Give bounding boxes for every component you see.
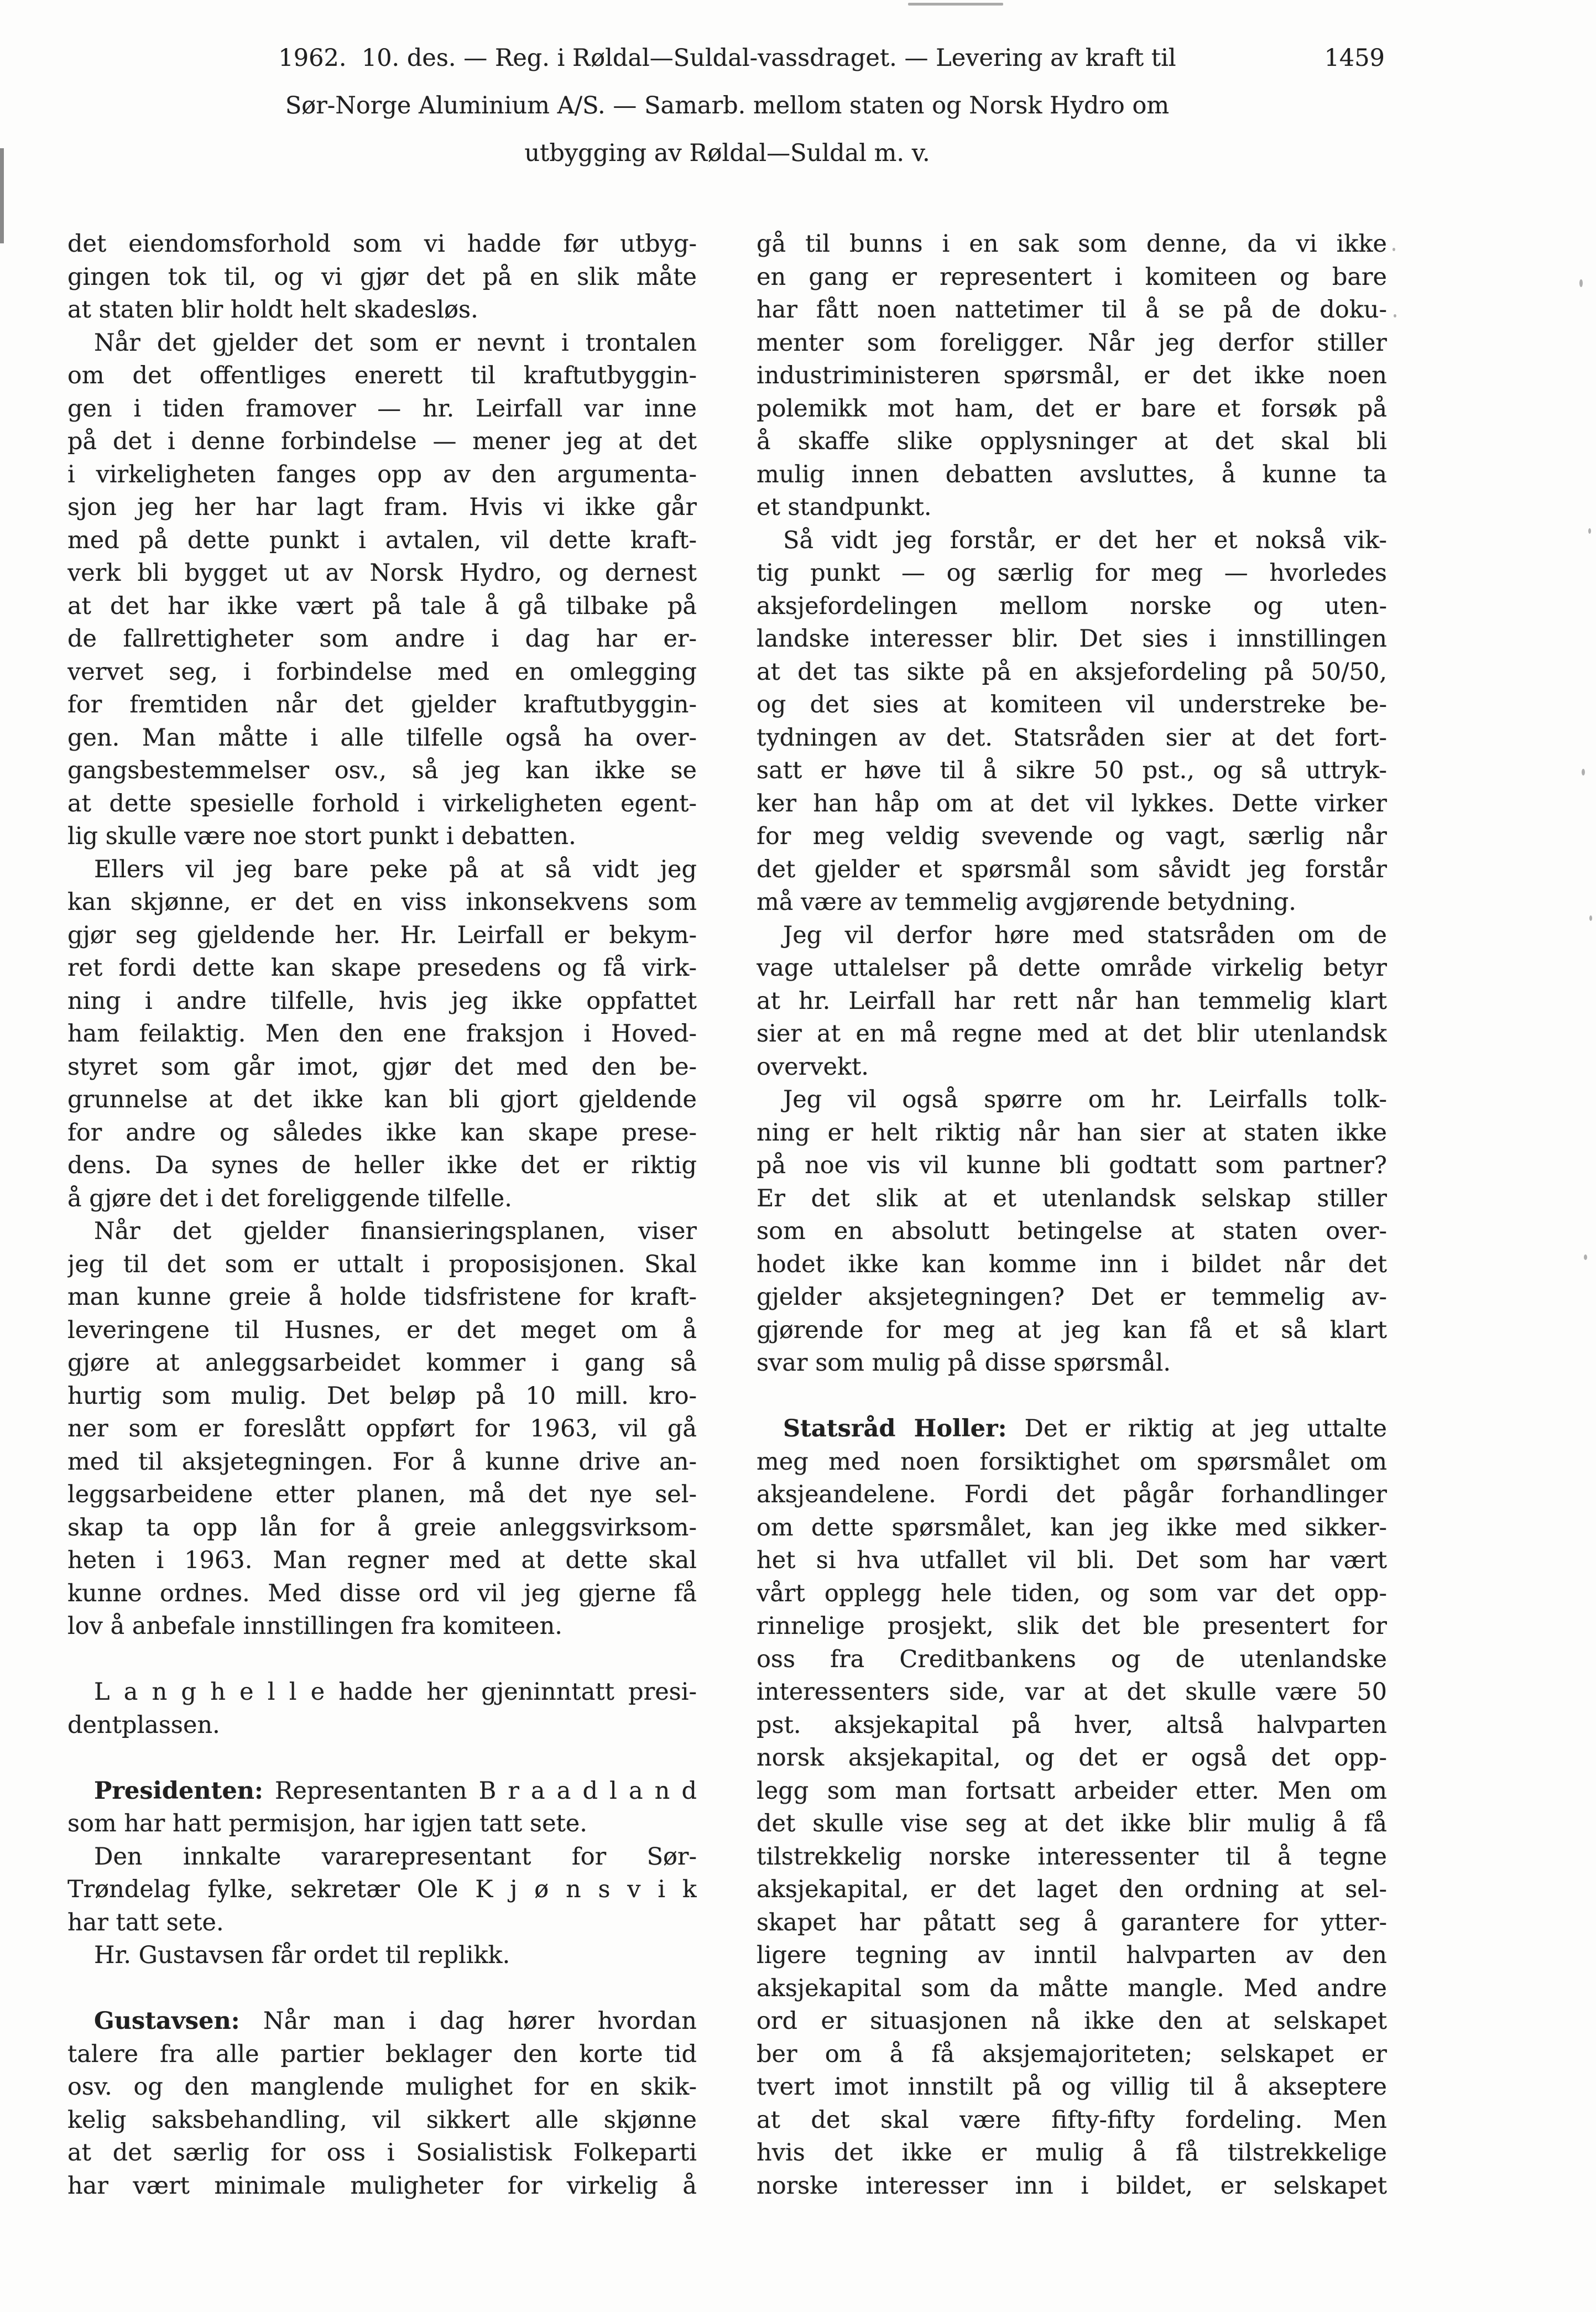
text-line: Trøndelag fylke, sekretær Ole K j ø n s v i k [67,1876,697,1903]
text-line: skap ta opp lån for å greie anleggsvirksom- [67,1513,697,1542]
text-line: Gustavsen: Når man i dag hører hvordan [94,2007,697,2035]
paragraph-gap [67,1972,697,2006]
scan-artifact [1579,279,1583,287]
text-line: interessenters side, var at det skulle være 50 [757,1678,1387,1706]
scan-artifact [1392,248,1395,251]
text-line: ber om å få aksjemajoriteten; selskapet er [757,2040,1387,2068]
header-line-2: Sør-Norge Aluminium A/S. — Samarb. mellom staten og Norsk Hydro om [285,92,1170,119]
text-line: Jeg vil derfor høre med statsråden om de [783,921,1387,949]
text-line: talere fra alle partier beklager den korte tid [67,2040,697,2068]
text-line: for andre og således ikke kan skape prese- [67,1118,697,1147]
text-line: på noe vis vil kunne bli godtatt som partner? [757,1152,1387,1179]
text-line: en gang er representert i komiteen og bare [757,263,1387,291]
text-line: ord er situasjonen nå ikke den at selskapet [757,2007,1387,2035]
text-line: vervet seg, i forbindelse med en omlegging [67,658,697,686]
text-line: gangsbestemmelser osv., så jeg kan ikke se [67,757,697,784]
text-line: oss fra Creditbankens og de utenlandske [757,1645,1387,1673]
text-line: satt er høve til å sikre 50 pst., og så uttryk- [757,757,1387,784]
text-line: for fremtiden når det gjelder kraftutbyggin- [67,691,697,718]
text-line: osv. og den manglende mulighet for en skik- [67,2073,697,2101]
text-line: Når det gjelder det som er nevnt i trontalen [94,329,697,357]
text-line: hodet ikke kan komme inn i bildet når det [757,1250,1387,1278]
text-line: må være av temmelig avgjørende betydning. [757,888,1296,916]
text-line: tvert imot innstilt på og villig til å akseptere [757,2073,1387,2101]
paragraph [67,2005,697,2202]
text-line: Presidenten: Representanten B r a a d l a n d [94,1777,697,1805]
paragraph [67,1215,697,1643]
left-column [67,228,697,2202]
scan-artifact [1588,528,1591,534]
text-line: leveringene til Husnes, er det meget om å [67,1316,697,1344]
text-line: om det offentliges enerett til kraftutbyggin- [67,362,697,389]
text-line: tydningen av det. Statsråden sier at det fort- [757,723,1387,752]
text-line: aksjefordelingen mellom norske og uten- [757,592,1387,620]
text-line: rinnelige prosjekt, slik det ble presentert for [757,1612,1387,1640]
text-line: grunnelse at det ikke kan bli gjort gjeldende [67,1086,697,1113]
text-line: gjelder aksjetegningen? Det er temmelig av- [757,1283,1387,1311]
text-line: at det særlig for oss i Sosialistisk Folkeparti [67,2139,697,2167]
text-line: het si hva utfallet vil bli. Det som har vært [757,1546,1387,1574]
text-line: har fått noen nattetimer til å se på de doku- [757,296,1387,324]
text-line: det eiendomsforhold som vi hadde før utbyg- [67,230,697,258]
text-line: aksjekapital som da måtte mangle. Med andre [757,1974,1387,2002]
text-line: gjøre at anleggsarbeidet kommer i gang så [67,1349,697,1377]
paragraph [67,228,697,327]
text-line: legg som man fortsatt arbeider etter. Men om [757,1777,1387,1805]
text-line: skapet har påtatt seg å garantere for ytter- [757,1908,1387,1936]
text-line: med til aksjetegningen. For å kunne drive an- [67,1447,697,1476]
text-line: har vært minimale muligheter for virkelig å [67,2172,697,2200]
text-line: Så vidt jeg forstår, er det her et nokså vik- [783,526,1387,554]
text-line: som har hatt permisjon, har igjen tatt sete. [67,1810,587,1837]
text-line: norske interesser inn i bildet, er selskapet [757,2172,1387,2200]
text-line: ker han håp om at det vil lykkes. Dette virker [757,789,1387,817]
page-header [67,34,1387,177]
text-line: ligere tegning av inntil halvparten av den [757,1941,1387,1969]
text-line: og det sies at komiteen vil understreke be- [757,691,1387,718]
text-line: Når det gjelder finansieringsplanen, viser [94,1217,697,1245]
text-line: overvekt. [757,1053,869,1081]
text-line: i virkeligheten fanges opp av den argumenta- [67,460,697,488]
text-line: jeg til det som er uttalt i proposisjonen. Skal [67,1250,697,1278]
text-line: lov å anbefale innstillingen fra komiteen. [67,1612,562,1640]
header-line-1: 1962. 10. des. — Reg. i Røldal—Suldal-vassdraget. — Levering av kraft til [278,44,1176,72]
text-line: meg med noen forsiktighet om spørsmålet om [757,1447,1387,1476]
paragraph [757,228,1387,524]
text-line: man kunne greie å holde tidsfristene for kraft- [67,1283,697,1311]
text-line: med på dette punkt i avtalen, vil dette kraft- [67,526,697,554]
text-line: Er det slik at et utenlandsk selskap stiller [757,1184,1387,1212]
paragraph-gap [757,1380,1387,1413]
text-line: ham feilaktig. Men den ene fraksjon i Hoved- [67,1020,697,1048]
header-line-3: utbygging av Røldal—Suldal m. v. [524,139,930,167]
text-line: hurtig som mulig. Det beløp på 10 mill. kro- [67,1382,697,1410]
text-line: tig punkt — og særlig for meg — hvorledes [757,559,1387,587]
text-line: på det i denne forbindelse — mener jeg at det [67,428,697,455]
text-line: Den innkalte vararepresentant for Sør- [94,1842,697,1871]
text-line: for meg veldig svevende og vagt, særlig når [757,822,1387,850]
text-line: landske interesser blir. Det sies i innstillingen [757,625,1387,653]
paragraph [67,1841,697,1940]
text-line: om dette spørsmålet, kan jeg ikke med sikker- [757,1513,1387,1542]
paragraph [67,853,697,1216]
text-line: at dette spesielle forhold i virkeligheten egent- [67,789,697,817]
text-line: aksjeandelene. Fordi det pågår forhandlinger [757,1481,1387,1508]
paragraph [67,1775,697,1841]
text-line: kunne ordnes. Med disse ord vil jeg gjerne få [67,1579,697,1607]
right-column [757,228,1387,2202]
text-line: polemikk mot ham, det er bare et forsøk på [757,394,1387,423]
paragraph [757,919,1387,1084]
text-line: tilstrekkelig norske interessenter til å tegne [757,1842,1387,1871]
text-line: aksjekapital, er det laget den ordning at sel- [757,1876,1387,1903]
text-line: Hr. Gustavsen får ordet til replikk. [94,1941,510,1969]
text-line: leggsarbeidene etter planen, må det nye sel- [67,1481,697,1508]
text-line: ret fordi dette kan skape presedens og få virk- [67,954,697,982]
scan-artifact [908,3,1003,6]
text-line: gen. Man måtte i alle tilfelle også ha over- [67,723,697,752]
scan-artifact [1394,314,1396,317]
paragraph [67,1676,697,1742]
text-line: dentplassen. [67,1711,220,1739]
text-line: at det har ikke vært på tale å gå tilbake på [67,592,697,620]
text-line: pst. aksjekapital på hver, altså halvparten [757,1711,1387,1739]
text-line: menter som foreligger. Når jeg derfor stiller [757,329,1387,357]
text-line: at det tas sikte på en aksjefordeling på 50/50, [757,658,1387,686]
text-line: sjon jeg her har lagt fram. Hvis vi ikke går [67,493,697,521]
text-line: Jeg vil også spørre om hr. Leirfalls tolk- [783,1086,1387,1113]
text-line: det skulle vise seg at det ikke blir mulig å få [757,1810,1387,1837]
text-line: kelig saksbehandling, vil sikkert alle skjønne [67,2106,697,2134]
speaker-name: Gustavsen: [94,2007,240,2035]
scan-artifact [1589,915,1592,921]
text-line: gjør seg gjeldende her. Hr. Leirfall er bekym- [67,921,697,949]
scan-artifact [1582,769,1585,775]
text-line: gå til bunns i en sak som denne, da vi ikke [757,230,1387,258]
paragraph-gap [67,1643,697,1676]
text-line: å gjøre det i det foreliggende tilfelle. [67,1184,512,1212]
page-number: 1459 [1324,44,1385,72]
text-line: verk bli bygget ut av Norsk Hydro, og dernest [67,559,697,587]
paragraph [757,1413,1387,2202]
text-line: Statsråd Holler: Det er riktig at jeg uttalte [783,1415,1387,1443]
text-line: at hr. Leirfall har rett når han temmelig klart [757,987,1387,1015]
text-line: mulig innen debatten avsluttes, å kunne ta [757,460,1387,488]
text-line: vage uttalelser på dette område virkelig betyr [757,954,1387,982]
header-row-2 [67,82,1387,129]
paragraph [67,1939,697,1972]
text-line: heten i 1963. Man regner med at dette skal [67,1546,697,1574]
text-line: et standpunkt. [757,493,932,521]
text-line: ner som er foreslått oppført for 1963, vil gå [67,1415,697,1443]
text-line: at det skal være fifty-fifty fordeling. Men [757,2106,1387,2134]
text-line: gjørende for meg at jeg kan få et så klart [757,1316,1387,1344]
text-line: ning er helt riktig når han sier at staten ikke [757,1118,1387,1147]
paragraph [67,327,697,853]
text-line: styret som går imot, gjør det med den be- [67,1053,697,1081]
scan-artifact [0,148,4,243]
text-line: gingen tok til, og vi gjør det på en slik måte [67,263,697,291]
text-line: ning i andre tilfelle, hvis jeg ikke oppfattet [67,987,697,1015]
text-line: lig skulle være noe stort punkt i debatten. [67,822,576,850]
header-row-1 [67,34,1387,82]
text-line: kan skjønne, er det en viss inkonsekvens som [67,888,697,916]
text-line: norsk aksjekapital, og det er også det opp- [757,1744,1387,1772]
text-line: å skaffe slike opplysninger at det skal bli [757,428,1387,455]
speaker-name: Statsråd Holler: [783,1415,1007,1443]
text-line: industriministeren spørsmål, er det ikke noen [757,362,1387,389]
text-line: vårt opplegg hele tiden, og som var det opp- [757,1579,1387,1607]
text-line: hvis det ikke er mulig å få tilstrekkelige [757,2139,1387,2167]
text-line: sier at en må regne med at det blir utenlandsk [757,1020,1387,1048]
text-line: at staten blir holdt helt skadesløs. [67,296,478,324]
text-line: som en absolutt betingelse at staten over- [757,1217,1387,1245]
paragraph-gap [67,1742,697,1775]
text-line: de fallrettigheter som andre i dag har er- [67,625,697,653]
text-line: det gjelder et spørsmål som såvidt jeg forstår [757,855,1387,883]
text-line: L a n g h e l l e hadde her gjeninntatt presi- [94,1678,697,1706]
speaker-name: Presidenten: [94,1777,263,1805]
scan-artifact [1584,1254,1587,1260]
header-row-3 [67,129,1387,177]
text-line: dens. Da synes de heller ikke det er riktig [67,1152,697,1179]
text-line: Ellers vil jeg bare peke på at så vidt jeg [94,855,697,883]
text-line: har tatt sete. [67,1908,224,1936]
text-line: gen i tiden framover — hr. Leirfall var inne [67,394,697,423]
text-line: svar som mulig på disse spørsmål. [757,1349,1171,1377]
paragraph [757,524,1387,919]
paragraph [757,1084,1387,1380]
